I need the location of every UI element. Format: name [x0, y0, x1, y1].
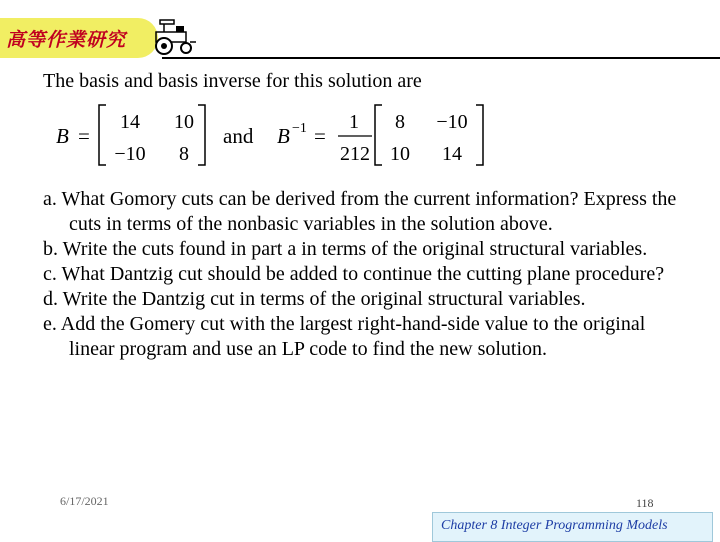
- header-divider: [162, 57, 720, 59]
- slide-date: 6/17/2021: [60, 494, 109, 508]
- B-cell: −10: [114, 143, 146, 165]
- left-bracket-Binv: [375, 105, 382, 165]
- question-item: d. Write the Dantzig cut in terms of the original structural variables.: [43, 288, 586, 310]
- Binv-superscript: −1: [292, 121, 307, 136]
- Binv-cell: 8: [395, 111, 405, 133]
- Binv-cell: 14: [442, 143, 462, 165]
- question-item: c. What Dantzig cut should be added to continue the cutting plane procedure?: [43, 263, 665, 285]
- equals-sign-2: =: [314, 124, 326, 148]
- question-item: a. What Gomory cuts can be derived from the current information? Express the cuts in terms of the nonbasic variables in the solution above.: [43, 188, 677, 235]
- question-list: [43, 187, 693, 362]
- Binv-symbol: B: [277, 124, 290, 148]
- left-bracket-B: [99, 105, 106, 165]
- equals-sign-1: =: [78, 124, 90, 148]
- header-title: 高等作業研究: [6, 29, 127, 51]
- tractor-icon: [150, 16, 198, 56]
- basis-equation: [40, 100, 500, 172]
- chapter-footer: [432, 512, 713, 542]
- intro-text: The basis and basis inverse for this solution are: [43, 70, 422, 92]
- Binv-cell: 10: [390, 143, 410, 165]
- right-bracket-Binv: [476, 105, 483, 165]
- chapter-title: Chapter 8 Integer Programming Models: [441, 518, 668, 533]
- B-cell: 14: [120, 111, 140, 133]
- B-cell: 10: [174, 111, 194, 133]
- Binv-cell: −10: [436, 111, 468, 133]
- B-cell: 8: [179, 143, 189, 165]
- right-bracket-B: [198, 105, 205, 165]
- question-item: b. Write the cuts found in part a in terms of the original structural variables.: [43, 238, 648, 260]
- question-item: e. Add the Gomery cut with the largest right-hand-side value to the original linear program and use an LP code to find the new solution.: [43, 313, 646, 360]
- page-number: 118: [636, 496, 654, 510]
- fraction-denominator: 212: [340, 143, 370, 165]
- B-symbol: B: [56, 124, 69, 148]
- fraction-numerator: 1: [349, 111, 359, 133]
- and-word: and: [223, 124, 254, 148]
